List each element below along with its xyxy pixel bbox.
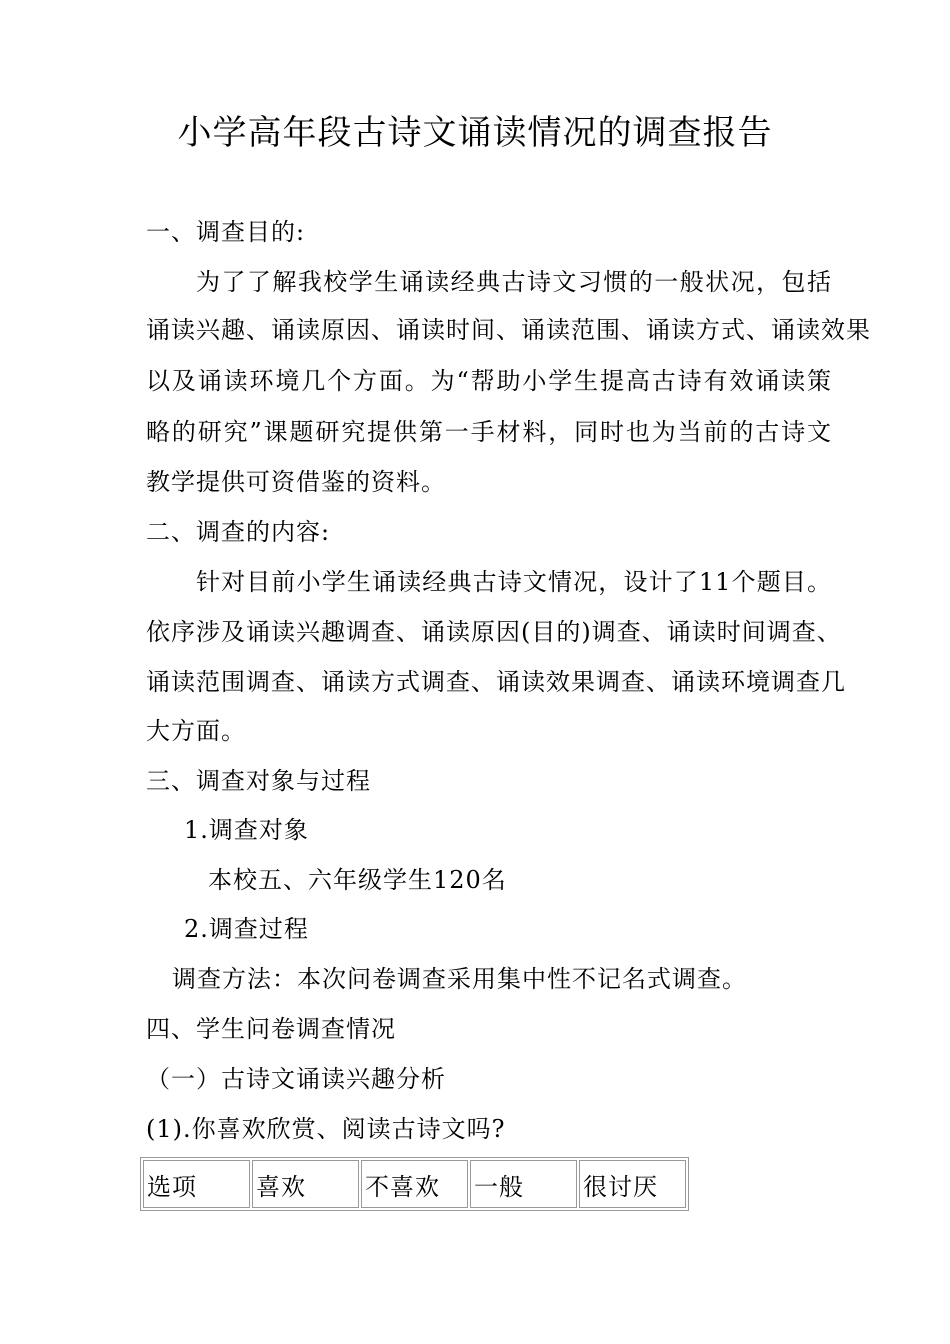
section1-heading: 一、调查目的: xyxy=(146,218,306,246)
page-title: 小学高年段古诗文诵读情况的调查报告 xyxy=(177,113,773,153)
table-cell: 不喜欢 xyxy=(361,1160,468,1208)
section2-paragraph-line: 大方面。 xyxy=(146,717,246,745)
section1-paragraph-line: 以及诵读环境几个方面。为“帮助小学生提高古诗有效诵读策 xyxy=(146,367,832,395)
section3-sub2-text: 调查方法：本次问卷调查采用集中性不记名式调查。 xyxy=(172,965,747,993)
section2-paragraph-line: 诵读范围调查、诵读方式调查、诵读效果调查、诵读环境调查几 xyxy=(146,668,846,696)
section2-heading: 二、调查的内容: xyxy=(146,518,331,546)
table-cell-header: 选项 xyxy=(143,1160,250,1208)
section3-sub1-heading: 1.调查对象 xyxy=(184,816,309,844)
table-cell: 喜欢 xyxy=(252,1160,359,1208)
section1-paragraph-line: 教学提供可资借鉴的资料。 xyxy=(146,468,446,496)
section2-paragraph-line: 依序涉及诵读兴趣调查、诵读原因(目的)调查、诵读时间调查、 xyxy=(146,618,842,646)
table-row xyxy=(143,1160,686,1208)
section1-paragraph-line: 略的研究”课题研究提供第一手材料，同时也为当前的古诗文 xyxy=(146,418,832,446)
options-table xyxy=(140,1157,689,1211)
section2-paragraph-line: 针对目前小学生诵读经典古诗文情况，设计了11个题目。 xyxy=(196,568,832,596)
table-cell: 很讨厌 xyxy=(579,1160,686,1208)
table-cell: 一般 xyxy=(470,1160,577,1208)
section3-sub2-heading: 2.调查过程 xyxy=(184,915,309,943)
section4-question: (1).你喜欢欣赏、阅读古诗文吗? xyxy=(146,1115,506,1143)
section3-sub1-text: 本校五、六年级学生120名 xyxy=(208,866,507,894)
section4-sub-heading: （一）古诗文诵读兴趣分析 xyxy=(146,1065,446,1093)
section3-heading: 三、调查对象与过程 xyxy=(146,767,371,795)
section1-paragraph-line: 为了了解我校学生诵读经典古诗文习惯的一般状况，包括 xyxy=(196,268,832,296)
section4-heading: 四、学生问卷调查情况 xyxy=(146,1015,396,1043)
section1-paragraph-line: 诵读兴趣、诵读原因、诵读时间、诵读范围、诵读方式、诵读效果 xyxy=(146,316,871,344)
